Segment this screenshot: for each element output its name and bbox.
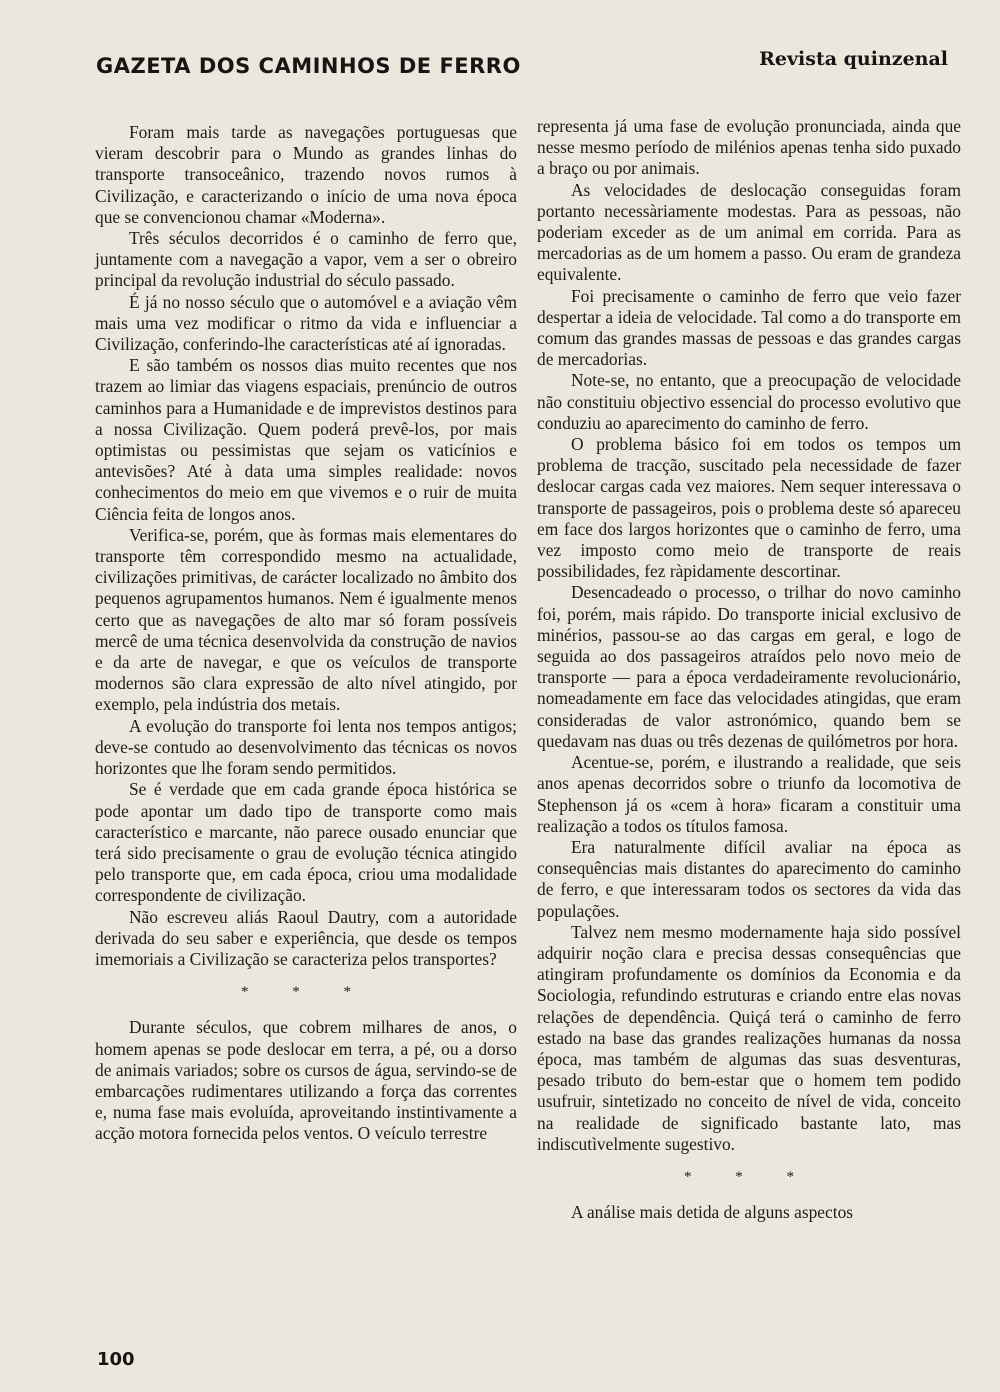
publication-subtitle: Revista quinzenal — [759, 48, 948, 70]
paragraph: Verifica-se, porém, que às formas mais elementares do transporte têm correspondido mesmo na actualidade, civilizações primitivas, de carácter localizado no âmbito dos pequenos agrupamentos humanos. Nem é igualmente menos certo que as navegações de alto mar só foram possíveis mercê de uma técnica desenvolvida da construção de navios e da arte de navegar, e que os veículos de transporte modernos são clara expressão de alto nível atingido, por exemplo, pela indústria dos metais. — [95, 524, 517, 715]
paragraph: Talvez nem mesmo modernamente haja sido possível adquirir noção clara e precisa dessas consequências que atingiram profundamente os domínios da Economia e da Sociologia, refundindo estruturas e criando entre elas novas relações de dependência. Quiçá terá o caminho de ferro estado na base das grandes realizações humanas da nossa época, mas também de algumas das suas desventuras, pesado tributo do bem-estar que o homem tem podido usufruir, sintetizado no conceito de nível de vida, conceito na realidade de significado bastante lato, mas indiscutìvelmente sugestivo. — [537, 921, 961, 1154]
page-number: 100 — [97, 1349, 135, 1370]
section-separator: * * * — [684, 1168, 814, 1185]
paragraph: Durante séculos, que cobrem milhares de anos, o homem apenas se pode deslocar em terra, a pé, ou a dorso de animais variados; sobre os cursos de água, servindo-se de embarcações rudimentares utilizando a força das correntes e, numa fase mais evoluída, aproveitando instintivamente a acção motora fornecida pelos ventos. O veículo terrestre — [95, 1017, 517, 1144]
paragraph: E são também os nossos dias muito recentes que nos trazem ao limiar das viagens espaciais, prenúncio de outros caminhos para a Humanidade e de imprevistos destinos para a nossa Civilização. Quem poderá prevê-los, por mais optimistas ou pessimistas que sejam os vaticínios e antevisões? Até à data uma simples realidade: novos conhecimentos do meio em que vivemos e o ruir de muita Ciência feita de longos anos. — [95, 355, 517, 524]
paragraph: Acentue-se, porém, e ilustrando a realidade, que seis anos apenas decorridos sobre o triunfo da locomotiva de Stephenson já os «cem à hora» ficaram a constituir uma realização a todos os títulos famosa. — [537, 752, 961, 836]
paragraph: A evolução do transporte foi lenta nos tempos antigos; deve-se contudo ao desenvolvimento das técnicas os novos horizontes que lhe foram sendo permitidos. — [95, 715, 517, 779]
paragraph: Foi precisamente o caminho de ferro que veio fazer despertar a ideia de velocidade. Tal como a do transporte em comum das grandes massas de pessoas e das grandes cargas de mercadorias. — [537, 285, 961, 370]
section-separator: * * * — [241, 984, 371, 1001]
paragraph: Note-se, no entanto, que a preocupação de velocidade não constituiu objectivo essencial do processo evolutivo que conduziu ao aparecimento do caminho de ferro. — [537, 370, 961, 433]
paragraph: É já no nosso século que o automóvel e a aviação vêm mais uma vez modificar o ritmo da vida e influenciar a Civilização, conferindo-lhe características até aí ignoradas. — [95, 291, 517, 355]
paragraph: Era naturalmente difícil avaliar na época as consequências mais distantes do aparecimento do caminho de ferro, e que interessaram todos os sectores da vida das populações. — [537, 836, 961, 921]
paragraph: Não escreveu aliás Raoul Dautry, com a autoridade derivada do seu saber e experiência, que desde os tempos imemoriais a Civilização se caracteriza pelos transportes? — [95, 906, 517, 969]
left-text-column — [95, 122, 517, 1145]
paragraph-continuation: representa já uma fase de evolução pronunciada, ainda que nesse mesmo período de milénios apenas tenha sido puxado a braço ou por animais. — [537, 116, 961, 179]
paragraph: O problema básico foi em todos os tempos um problema de tracção, suscitado pela necessidade de fazer deslocar cargas cada vez maiores. Nem sequer interessava o transporte de passageiros, pois o problema deste só apareceu em face dos largos horizontes que o caminho de ferro, uma vez imposto como meio de transporte de reais possibilidades, fez ràpidamente descortinar. — [537, 434, 961, 582]
publication-title: GAZETA DOS CAMINHOS DE FERRO — [96, 54, 521, 78]
paragraph: Foram mais tarde as navegações portuguesas que vieram descobrir para o Mundo as grandes linhas do transporte transoceânico, trazendo novos rumos à Civilização, e caracterizando o início de uma nova época que se convencionou chamar «Moderna». — [95, 122, 517, 227]
paragraph: As velocidades de deslocação conseguidas foram portanto necessàriamente modestas. Para as pessoas, não poderiam exceder as de um animal em corrida. Para as mercadorias as de um homem a passo. Ou eram de grandeza equivalente. — [537, 179, 961, 285]
paragraph: A análise mais detida de alguns aspectos — [571, 1202, 854, 1223]
paragraph: Se é verdade que em cada grande época histórica se pode apontar um dado tipo de transporte como mais característico e marcante, não parece ousado enunciar que terá sido precisamente o grau de evolução técnica atingido pelo transporte que, em cada época, criou uma modalidade correspondente de civilização. — [95, 779, 517, 906]
paragraph: Três séculos decorridos é o caminho de ferro que, juntamente com a navegação a vapor, vem a ser o obreiro principal da revolução industrial do século passado. — [95, 228, 517, 291]
paragraph: Desencadeado o processo, o trilhar do novo caminho foi, porém, mais rápido. Do transporte inicial exclusivo de minérios, passou-se ao das cargas em geral, e logo de seguida ao dos passageiros atraídos pelo novo meio de transporte — para a época verdadeiramente revolucionário, nomeadamente em face das velocidades atingidas, que eram consideradas de valor astronómico, quando bem se quedavam nas duas ou três dezenas de quilómetros por hora. — [537, 582, 961, 751]
right-text-column — [537, 116, 961, 1223]
